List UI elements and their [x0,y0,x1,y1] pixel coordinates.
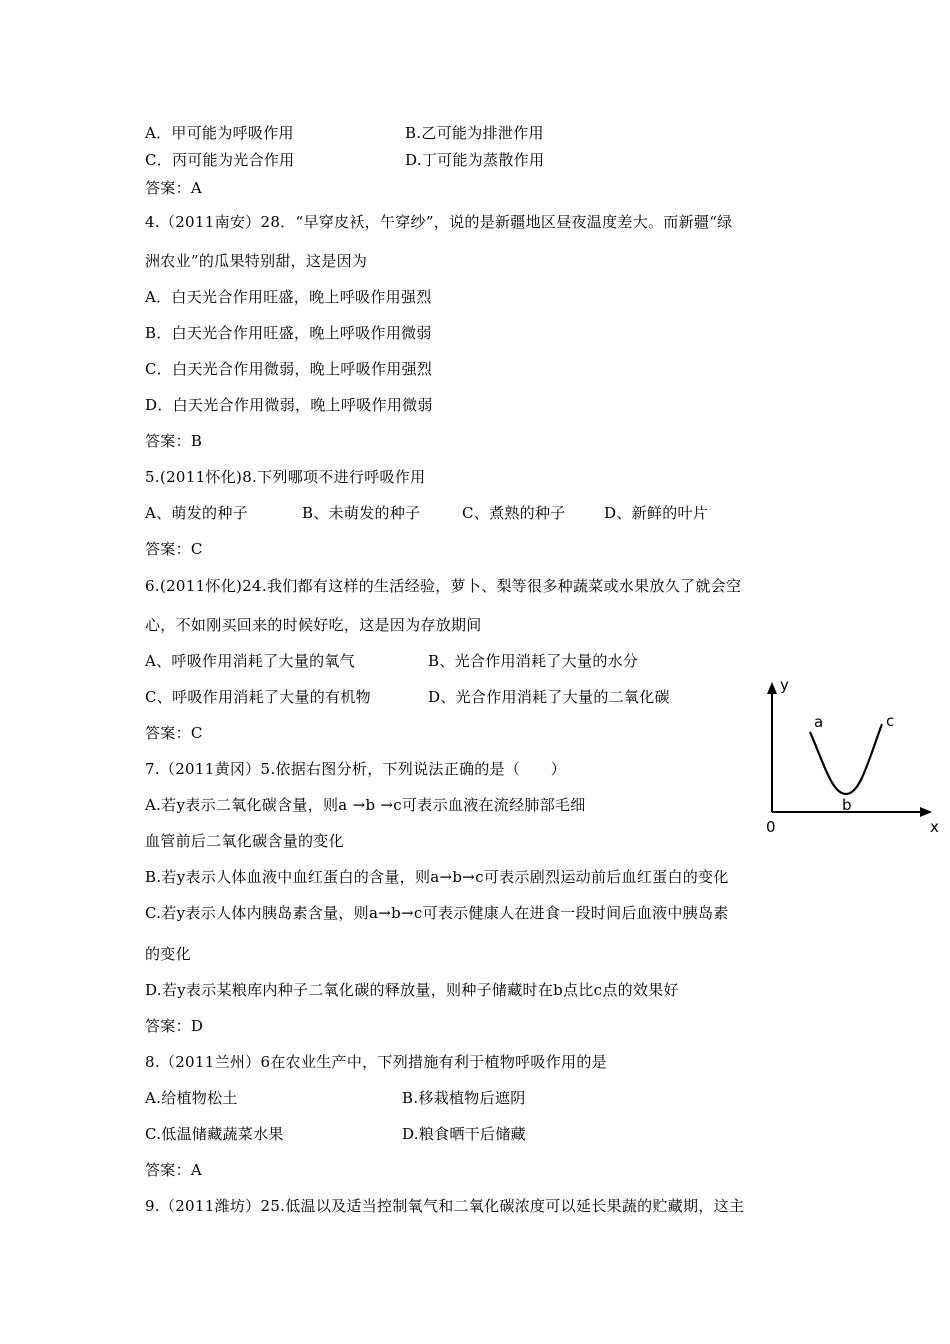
q5-stem: 5.(2011怀化)8.下列哪项不进行呼吸作用 [145,468,426,486]
q7-option-b: B.若y表示人体血液中血红蛋白的含量，则a→b→c可表示剧烈运动前后血红蛋白的变化 [145,868,729,886]
x-axis-arrow-icon [920,807,932,817]
q8-option-d: D.粮食晒干后储藏 [402,1125,526,1143]
q5-option-b: B、未萌发的种子 [302,504,421,522]
q6-option-a: A、呼吸作用消耗了大量的氧气 [145,652,356,670]
q4-stem-line1: 4.（2011南安）28．“早穿皮袄，午穿纱”，说的是新疆地区昼夜温度差大。而新疆“绿 [145,213,733,231]
q8-option-c: C.低温储藏蔬菜水果 [145,1125,284,1143]
q4-option-c: C．白天光合作用微弱，晚上呼吸作用强烈 [145,360,433,378]
q6-option-b: B、光合作用消耗了大量的水分 [428,652,639,670]
q5-option-d: D、新鲜的叶片 [604,504,709,522]
q7-option-d: D.若y表示某粮库内种子二氧化碳的释放量，则种子储藏时在b点比c点的效果好 [145,981,679,999]
q8-answer: 答案：A [145,1161,203,1179]
q3-option-a: A．甲可能为呼吸作用 [145,124,294,142]
q7-option-a-line2: 血管前后二氧化碳含量的变化 [145,832,344,850]
q7-option-c-line1: C.若y表示人体内胰岛素含量，则a→b→c可表示健康人在进食一段时间后血液中胰岛素 [145,904,729,922]
q8-option-b: B.移栽植物后遮阴 [402,1089,526,1107]
q7-stem: 7.（2011黄冈）5.依据右图分析，下列说法正确的是（ ） [145,760,567,778]
q8-option-a: A.给植物松土 [145,1089,238,1107]
q3-option-b: B.乙可能为排泄作用 [405,124,544,142]
q4-stem-line2: 洲农业”的瓜果特别甜，这是因为 [145,252,368,270]
q9-stem-line1: 9.（2011潍坊）25.低温以及适当控制氧气和二氧化碳浓度可以延长果蔬的贮藏期，这主 [145,1197,745,1215]
q4-answer: 答案：B [145,432,203,450]
q6-answer: 答案：C [145,724,203,742]
point-c-label: c [886,712,895,730]
q7-answer: 答案：D [145,1017,204,1035]
point-a-label: a [814,713,824,731]
q7-option-c-line2: 的变化 [145,945,191,963]
q5-answer: 答案：C [145,540,203,558]
q3-option-c: C．丙可能为光合作用 [145,151,295,169]
q6-stem-line2: 心，不如刚买回来的时候好吃，这是因为存放期间 [145,616,482,634]
q6-stem-line1: 6.(2011怀化)24.我们都有这样的生活经验，萝卜、梨等很多种蔬菜或水果放久了就会空 [145,577,742,595]
y-axis-arrow-icon [767,682,777,694]
y-axis-label: y [780,676,789,694]
point-b-label: b [842,796,852,814]
q6-option-c: C、呼吸作用消耗了大量的有机物 [145,688,371,706]
u-shaped-curve [810,724,882,794]
q5-option-c: C、煮熟的种子 [462,504,566,522]
q3-answer: 答案：A [145,179,203,197]
origin-label: 0 [766,818,776,836]
q5-option-a: A、萌发的种子 [145,504,248,522]
q4-option-d: D．白天光合作用微弱，晚上呼吸作用微弱 [145,396,433,414]
q4-option-b: B．白天光合作用旺盛，晚上呼吸作用微弱 [145,324,432,342]
q4-option-a: A．白天光合作用旺盛，晚上呼吸作用强烈 [145,288,432,306]
q7-option-a-line1: A.若y表示二氧化碳含量，则a →b →c可表示血液在流经肺部毛细 [145,796,586,814]
q6-option-d: D、光合作用消耗了大量的二氧化碳 [428,688,670,706]
x-axis-label: x [930,818,939,836]
q7-curve-figure [758,672,948,842]
q8-stem: 8.（2011兰州）6在农业生产中，下列措施有利于植物呼吸作用的是 [145,1053,607,1071]
q3-option-d: D.丁可能为蒸散作用 [405,151,545,169]
